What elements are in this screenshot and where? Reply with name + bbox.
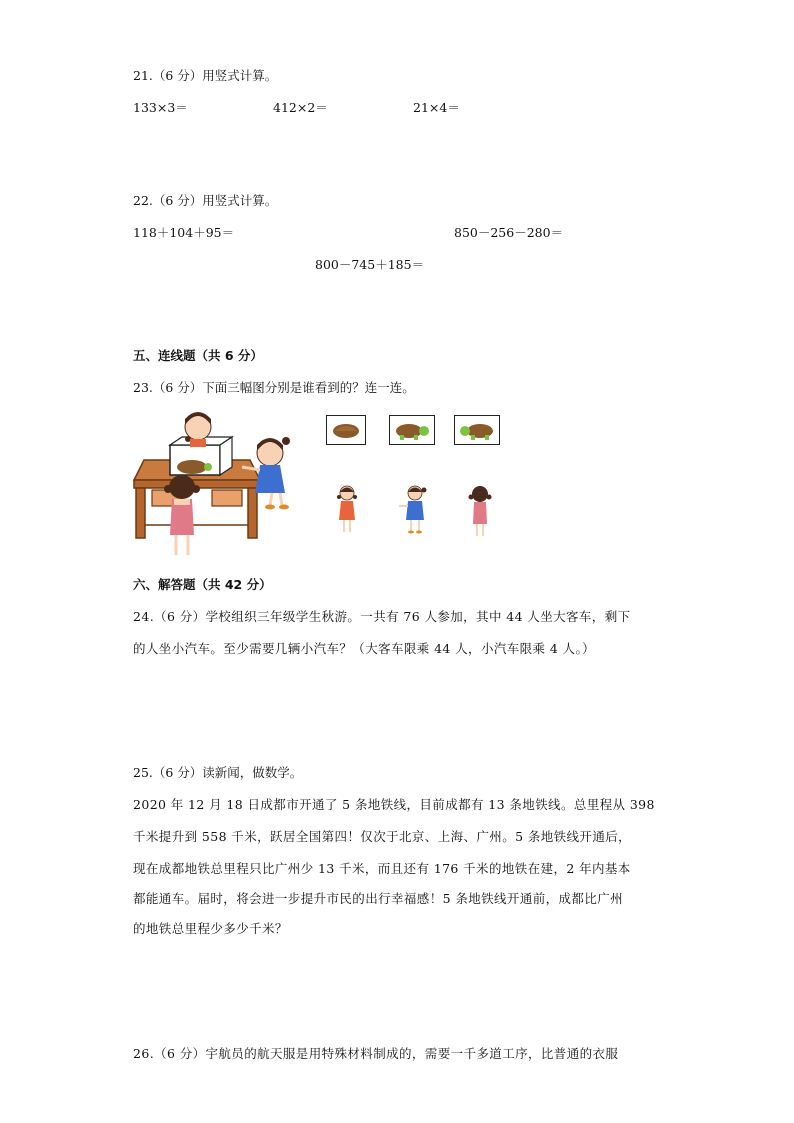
- section-5-heading: 五、连线题（共 6 分）: [133, 348, 263, 363]
- q24-line-1: 24.（6 分）学校组织三年级学生秋游。一共有 76 人参加，其中 44 人坐大客车，剩下: [133, 609, 631, 624]
- q25-line-1: 2020 年 12 月 18 日成都市开通了 5 条地铁线，目前成都有 13 条地铁线。总里程从 398: [133, 797, 655, 812]
- table-scene-illustration: [130, 405, 305, 565]
- girl-side-small-icon[interactable]: [397, 484, 433, 536]
- girl-front-small-icon[interactable]: [333, 484, 361, 536]
- q22-expr-2: 850－256－280＝: [454, 225, 564, 240]
- q21-expr-1: 133×3＝: [133, 100, 188, 115]
- turtle-view-3-box[interactable]: [454, 415, 500, 445]
- turtle-view-1-box[interactable]: [326, 415, 366, 445]
- section-6-heading: 六、解答题（共 42 分）: [133, 577, 272, 592]
- q21-expr-3: 21×4＝: [413, 100, 460, 115]
- q24-line-2: 的人坐小汽车。至少需要几辆小汽车？（大客车限乘 44 人，小汽车限乘 4 人。）: [133, 641, 596, 656]
- girl-back-small-icon[interactable]: [466, 484, 494, 540]
- q21-title: 21.（6 分）用竖式计算。: [133, 68, 278, 83]
- girl-back-figure: [164, 475, 200, 555]
- turtle-view-2-icon: [390, 416, 434, 444]
- q22-title: 22.（6 分）用竖式计算。: [133, 193, 278, 208]
- turtle-view-1-icon: [327, 416, 365, 444]
- q23-title: 23.（6 分）下面三幅图分别是谁看到的？连一连。: [133, 380, 415, 395]
- turtle-view-2-box[interactable]: [389, 415, 435, 445]
- q25-title: 25.（6 分）读新闻，做数学。: [133, 765, 303, 780]
- q25-line-2: 千米提升到 558 千米，跃居全国第四！仅次于北京、上海、广州。5 条地铁线开通后，: [133, 829, 632, 844]
- q25-line-5: 的地铁总里程少多少千米？: [133, 921, 288, 936]
- q21-expr-2: 412×2＝: [273, 100, 328, 115]
- turtle-view-3-icon: [455, 416, 499, 444]
- q25-line-3: 现在成都地铁总里程只比广州少 13 千米，而且还有 176 千米的地铁在建，2 年内基本: [133, 861, 631, 876]
- q25-line-4: 都能通车。届时，将会进一步提升市民的出行幸福感！5 条地铁线开通前，成都比广州: [133, 891, 624, 906]
- q22-expr-3: 800－745＋185＝: [315, 257, 425, 272]
- q22-expr-1: 118＋104＋95＝: [133, 225, 235, 240]
- q26-line-1: 26.（6 分）宇航员的航天服是用特殊材料制成的，需要一千多道工序，比普通的衣服: [133, 1046, 619, 1061]
